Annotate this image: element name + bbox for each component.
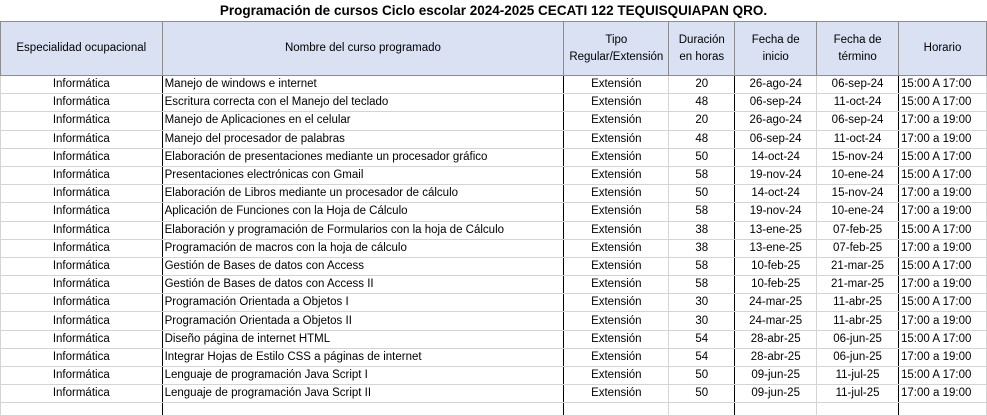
table-row xyxy=(1,166,987,184)
cell-duracion[interactable]: 50 xyxy=(669,185,735,203)
cell-duracion[interactable]: 20 xyxy=(669,76,735,94)
table-row xyxy=(1,385,987,403)
cell-inicio[interactable]: 24-mar-25 xyxy=(735,294,817,312)
cell-duracion[interactable]: 50 xyxy=(669,367,735,385)
cell-tipo[interactable]: Extensión xyxy=(564,130,669,148)
table-row xyxy=(1,130,987,148)
cell-especialidad[interactable]: Informática xyxy=(1,276,163,294)
cell-tipo[interactable]: Extensión xyxy=(564,203,669,221)
cell-horario[interactable]: 17:00 a 19:00 xyxy=(899,185,987,203)
cell-tipo[interactable]: Extensión xyxy=(564,94,669,112)
cell-nombre[interactable]: Elaboración de presentaciones mediante un procesador gráfico xyxy=(162,148,564,166)
table-body xyxy=(1,76,987,416)
cell-duracion[interactable]: 54 xyxy=(669,348,735,366)
cell-duracion[interactable]: 30 xyxy=(669,312,735,330)
empty-cell[interactable] xyxy=(817,403,899,416)
cell-horario[interactable]: 15:00 A 17:00 xyxy=(899,221,987,239)
course-schedule-table xyxy=(0,21,987,416)
cell-termino[interactable]: 15-nov-24 xyxy=(817,148,899,166)
cell-tipo[interactable]: Extensión xyxy=(564,239,669,257)
cell-especialidad[interactable]: Informática xyxy=(1,330,163,348)
header-duracion[interactable]: Duración en horas xyxy=(669,22,735,76)
cell-horario[interactable]: 17:00 a 19:00 xyxy=(899,312,987,330)
cell-tipo[interactable]: Extensión xyxy=(564,367,669,385)
cell-duracion[interactable]: 50 xyxy=(669,385,735,403)
cell-nombre[interactable]: Programación de macros con la hoja de cálculo xyxy=(162,239,564,257)
cell-inicio[interactable]: 26-ago-24 xyxy=(735,76,817,94)
cell-tipo[interactable]: Extensión xyxy=(564,348,669,366)
empty-cell[interactable] xyxy=(669,403,735,416)
cell-especialidad[interactable]: Informática xyxy=(1,76,163,94)
table-row xyxy=(1,76,987,94)
cell-termino[interactable]: 11-abr-25 xyxy=(817,294,899,312)
cell-nombre[interactable]: Elaboración de Libros mediante un procesador de cálculo xyxy=(162,185,564,203)
cell-inicio[interactable]: 24-mar-25 xyxy=(735,312,817,330)
cell-duracion[interactable]: 50 xyxy=(669,148,735,166)
cell-inicio[interactable]: 19-nov-24 xyxy=(735,166,817,184)
cell-tipo[interactable]: Extensión xyxy=(564,221,669,239)
cell-termino[interactable]: 11-oct-24 xyxy=(817,94,899,112)
table-row xyxy=(1,148,987,166)
cell-nombre[interactable]: Manejo de Aplicaciones en el celular xyxy=(162,112,564,130)
cell-termino[interactable]: 11-oct-24 xyxy=(817,130,899,148)
empty-cell[interactable] xyxy=(162,403,564,416)
cell-termino[interactable]: 06-jun-25 xyxy=(817,348,899,366)
empty-cell[interactable] xyxy=(899,403,987,416)
cell-tipo[interactable]: Extensión xyxy=(564,330,669,348)
cell-inicio[interactable]: 09-jun-25 xyxy=(735,367,817,385)
cell-termino[interactable]: 10-ene-24 xyxy=(817,166,899,184)
cell-termino[interactable]: 11-jul-25 xyxy=(817,367,899,385)
cell-nombre[interactable]: Gestión de Bases de datos con Access II xyxy=(162,276,564,294)
cell-nombre[interactable]: Programación Orientada a Objetos I xyxy=(162,294,564,312)
cell-duracion[interactable]: 20 xyxy=(669,112,735,130)
table-row xyxy=(1,112,987,130)
header-termino[interactable]: Fecha de término xyxy=(817,22,899,76)
cell-nombre[interactable]: Gestión de Bases de datos con Access xyxy=(162,257,564,275)
cell-nombre[interactable]: Diseño página de internet HTML xyxy=(162,330,564,348)
cell-horario[interactable]: 15:00 A 17:00 xyxy=(899,330,987,348)
cell-duracion[interactable]: 38 xyxy=(669,239,735,257)
cell-tipo[interactable]: Extensión xyxy=(564,166,669,184)
table-row xyxy=(1,257,987,275)
cell-inicio[interactable]: 13-ene-25 xyxy=(735,221,817,239)
cell-termino[interactable]: 06-sep-24 xyxy=(817,112,899,130)
table-row xyxy=(1,294,987,312)
cell-horario[interactable]: 15:00 A 17:00 xyxy=(899,148,987,166)
header-nombre[interactable]: Nombre del curso programado xyxy=(162,22,564,76)
cell-nombre[interactable]: Elaboración y programación de Formularios con la hoja de Cálculo xyxy=(162,221,564,239)
cell-tipo[interactable]: Extensión xyxy=(564,148,669,166)
table-row xyxy=(1,185,987,203)
cell-especialidad[interactable]: Informática xyxy=(1,257,163,275)
cell-horario[interactable]: 17:00 a 19:00 xyxy=(899,203,987,221)
cell-especialidad[interactable]: Informática xyxy=(1,221,163,239)
table-row xyxy=(1,348,987,366)
cell-especialidad[interactable]: Informática xyxy=(1,148,163,166)
cell-nombre[interactable]: Manejo de windows e internet xyxy=(162,76,564,94)
cell-tipo[interactable]: Extensión xyxy=(564,257,669,275)
header-tipo[interactable]: Tipo Regular/Extensión xyxy=(564,22,669,76)
cell-termino[interactable]: 15-nov-24 xyxy=(817,185,899,203)
cell-inicio[interactable]: 14-oct-24 xyxy=(735,185,817,203)
cell-termino[interactable]: 21-mar-25 xyxy=(817,257,899,275)
cell-termino[interactable]: 11-jul-25 xyxy=(817,385,899,403)
table-row xyxy=(1,330,987,348)
cell-horario[interactable]: 15:00 A 17:00 xyxy=(899,76,987,94)
empty-cell[interactable] xyxy=(735,403,817,416)
cell-duracion[interactable]: 38 xyxy=(669,221,735,239)
cell-horario[interactable]: 17:00 a 19:00 xyxy=(899,130,987,148)
cell-termino[interactable]: 10-ene-24 xyxy=(817,203,899,221)
table-row xyxy=(1,239,987,257)
cell-nombre[interactable]: Programación Orientada a Objetos II xyxy=(162,312,564,330)
cell-especialidad[interactable]: Informática xyxy=(1,185,163,203)
cell-termino[interactable]: 06-sep-24 xyxy=(817,76,899,94)
cell-especialidad[interactable]: Informática xyxy=(1,312,163,330)
table-row xyxy=(1,94,987,112)
cell-inicio[interactable]: 13-ene-25 xyxy=(735,239,817,257)
cell-tipo[interactable]: Extensión xyxy=(564,185,669,203)
cell-especialidad[interactable]: Informática xyxy=(1,203,163,221)
cell-tipo[interactable]: Extensión xyxy=(564,312,669,330)
table-row xyxy=(1,221,987,239)
cell-nombre[interactable]: Presentaciones electrónicas con Gmail xyxy=(162,166,564,184)
cell-horario[interactable]: 17:00 a 19:00 xyxy=(899,385,987,403)
cell-inicio[interactable]: 09-jun-25 xyxy=(735,385,817,403)
cell-inicio[interactable]: 28-abr-25 xyxy=(735,348,817,366)
cell-termino[interactable]: 21-mar-25 xyxy=(817,276,899,294)
table-row xyxy=(1,312,987,330)
cell-nombre[interactable]: Aplicación de Funciones con la Hoja de Cálculo xyxy=(162,203,564,221)
cell-tipo[interactable]: Extensión xyxy=(564,385,669,403)
cell-inicio[interactable]: 10-feb-25 xyxy=(735,276,817,294)
cell-inicio[interactable]: 14-oct-24 xyxy=(735,148,817,166)
cell-duracion[interactable]: 58 xyxy=(669,203,735,221)
cell-duracion[interactable]: 54 xyxy=(669,330,735,348)
header-inicio[interactable]: Fecha de inicio xyxy=(735,22,817,76)
cell-horario[interactable]: 15:00 A 17:00 xyxy=(899,94,987,112)
cell-especialidad[interactable]: Informática xyxy=(1,166,163,184)
cell-especialidad[interactable]: Informática xyxy=(1,348,163,366)
cell-termino[interactable]: 11-abr-25 xyxy=(817,312,899,330)
cell-duracion[interactable]: 58 xyxy=(669,166,735,184)
cell-tipo[interactable]: Extensión xyxy=(564,294,669,312)
header-horario[interactable]: Horario xyxy=(899,22,987,76)
cell-tipo[interactable]: Extensión xyxy=(564,76,669,94)
cell-horario[interactable]: 15:00 A 17:00 xyxy=(899,166,987,184)
cell-duracion[interactable]: 30 xyxy=(669,294,735,312)
table-row xyxy=(1,203,987,221)
cell-nombre[interactable]: Lenguaje de programación Java Script I xyxy=(162,367,564,385)
header-row xyxy=(1,22,987,76)
empty-cell[interactable] xyxy=(564,403,669,416)
cell-termino[interactable]: 07-feb-25 xyxy=(817,221,899,239)
header-especialidad[interactable]: Especialidad ocupacional xyxy=(1,22,163,76)
cell-nombre[interactable]: Escritura correcta con el Manejo del teclado xyxy=(162,94,564,112)
table-row xyxy=(1,276,987,294)
cell-termino[interactable]: 07-feb-25 xyxy=(817,239,899,257)
cell-tipo[interactable]: Extensión xyxy=(564,276,669,294)
cell-horario[interactable]: 17:00 a 19:00 xyxy=(899,348,987,366)
cell-especialidad[interactable]: Informática xyxy=(1,367,163,385)
cell-inicio[interactable]: 06-sep-24 xyxy=(735,130,817,148)
cell-especialidad[interactable]: Informática xyxy=(1,239,163,257)
cell-duracion[interactable]: 48 xyxy=(669,130,735,148)
cell-duracion[interactable]: 58 xyxy=(669,257,735,275)
cell-termino[interactable]: 06-jun-25 xyxy=(817,330,899,348)
empty-row xyxy=(1,403,987,416)
cell-inicio[interactable]: 10-feb-25 xyxy=(735,257,817,275)
cell-horario[interactable]: 15:00 A 17:00 xyxy=(899,257,987,275)
cell-tipo[interactable]: Extensión xyxy=(564,112,669,130)
cell-especialidad[interactable]: Informática xyxy=(1,94,163,112)
cell-inicio[interactable]: 26-ago-24 xyxy=(735,112,817,130)
table-row xyxy=(1,367,987,385)
cell-horario[interactable]: 15:00 A 17:00 xyxy=(899,294,987,312)
cell-horario[interactable]: 17:00 a 19:00 xyxy=(899,239,987,257)
cell-especialidad[interactable]: Informática xyxy=(1,130,163,148)
cell-especialidad[interactable]: Informática xyxy=(1,294,163,312)
cell-especialidad[interactable]: Informática xyxy=(1,385,163,403)
cell-duracion[interactable]: 48 xyxy=(669,94,735,112)
cell-nombre[interactable]: Manejo del procesador de palabras xyxy=(162,130,564,148)
cell-horario[interactable]: 17:00 a 19:00 xyxy=(899,276,987,294)
cell-horario[interactable]: 17:00 a 19:00 xyxy=(899,112,987,130)
cell-inicio[interactable]: 19-nov-24 xyxy=(735,203,817,221)
cell-nombre[interactable]: Integrar Hojas de Estilo CSS a páginas de internet xyxy=(162,348,564,366)
cell-nombre[interactable]: Lenguaje de programación Java Script II xyxy=(162,385,564,403)
cell-especialidad[interactable]: Informática xyxy=(1,112,163,130)
sheet-title: Programación de cursos Ciclo escolar 2024-2025 CECATI 122 TEQUISQUIAPAN QRO. xyxy=(219,3,768,18)
empty-cell[interactable] xyxy=(1,403,163,416)
cell-inicio[interactable]: 06-sep-24 xyxy=(735,94,817,112)
cell-duracion[interactable]: 58 xyxy=(669,276,735,294)
cell-inicio[interactable]: 28-abr-25 xyxy=(735,330,817,348)
cell-horario[interactable]: 15:00 A 17:00 xyxy=(899,367,987,385)
